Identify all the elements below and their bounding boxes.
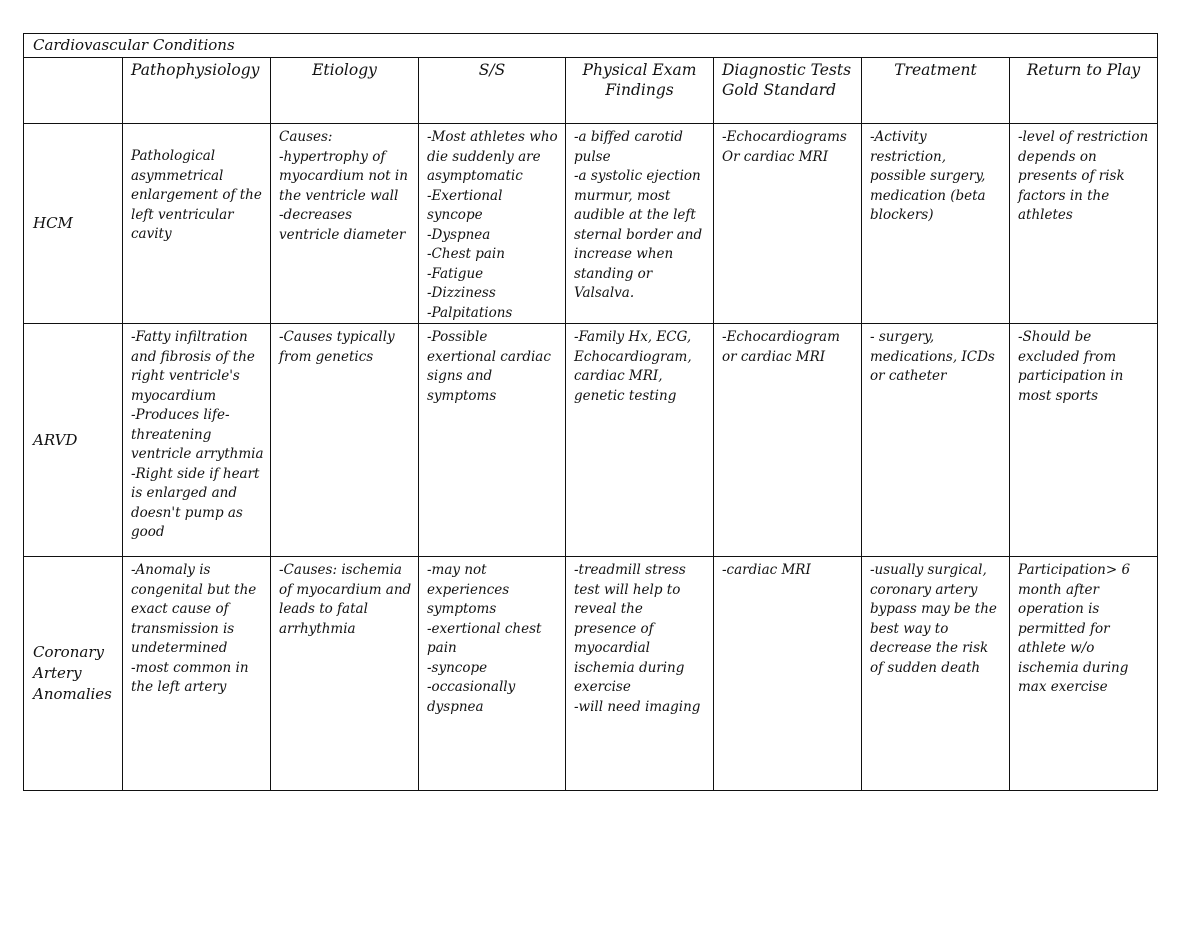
header-etiology: Etiology bbox=[271, 58, 419, 124]
cell-etiology: -Causes typically from genetics bbox=[271, 324, 419, 557]
header-row bbox=[24, 58, 1158, 124]
header-signs-symptoms: S/S bbox=[419, 58, 566, 124]
cell-etiology: Causes: -hypertrophy of myocardium not in the ventricle wall -decreases ventricle diameter bbox=[271, 124, 419, 324]
document-page bbox=[23, 33, 1157, 791]
cell-signs-symptoms: -Possible exertional cardiac signs and symptoms bbox=[419, 324, 566, 557]
cell-return-to-play: -level of restriction depends on presents of risk factors in the athletes bbox=[1010, 124, 1158, 324]
cell-treatment: -Activity restriction, possible surgery, medication (beta blockers) bbox=[862, 124, 1010, 324]
table-row bbox=[24, 557, 1158, 791]
row-label-hcm: HCM bbox=[24, 124, 123, 324]
header-physical-exam: Physical Exam Findings bbox=[566, 58, 714, 124]
row-label-coronary-artery-anomalies: Coronary Artery Anomalies bbox=[24, 557, 123, 791]
cell-treatment: - surgery, medications, ICDs or catheter bbox=[862, 324, 1010, 557]
header-return-to-play: Return to Play bbox=[1010, 58, 1158, 124]
cardiovascular-conditions-table bbox=[23, 33, 1158, 791]
cell-etiology: -Causes: ischemia of myocardium and leads to fatal arrhythmia bbox=[271, 557, 419, 791]
table-row bbox=[24, 124, 1158, 324]
header-treatment: Treatment bbox=[862, 58, 1010, 124]
cell-diagnostic-tests: -Echocardiograms Or cardiac MRI bbox=[714, 124, 862, 324]
cell-return-to-play: -Should be excluded from participation in most sports bbox=[1010, 324, 1158, 557]
cell-signs-symptoms: -Most athletes who die suddenly are asymptomatic -Exertional syncope -Dyspnea -Chest pain -Fatigue -Dizziness -Palpitations bbox=[419, 124, 566, 324]
cell-pathophysiology: -Anomaly is congenital but the exact cause of transmission is undetermined -most common in the left artery bbox=[123, 557, 271, 791]
cell-treatment: -usually surgical, coronary artery bypass may be the best way to decrease the risk of sudden death bbox=[862, 557, 1010, 791]
cell-physical-exam: -a biffed carotid pulse -a systolic ejection murmur, most audible at the left sternal border and increase when standing or Valsalva. bbox=[566, 124, 714, 324]
header-blank bbox=[24, 58, 123, 124]
row-label-arvd: ARVD bbox=[24, 324, 123, 557]
cell-pathophysiology: Pathological asymmetrical enlargement of the left ventricular cavity bbox=[123, 124, 271, 324]
cell-physical-exam: -Family Hx, ECG, Echocardiogram, cardiac MRI, genetic testing bbox=[566, 324, 714, 557]
header-pathophysiology: Pathophysiology bbox=[123, 58, 271, 124]
cell-diagnostic-tests: -cardiac MRI bbox=[714, 557, 862, 791]
cell-physical-exam: -treadmill stress test will help to reveal the presence of myocardial ischemia during exercise -will need imaging bbox=[566, 557, 714, 791]
table-title: Cardiovascular Conditions bbox=[24, 34, 1158, 58]
cell-return-to-play: Participation> 6 month after operation is permitted for athlete w/o ischemia during max exercise bbox=[1010, 557, 1158, 791]
cell-signs-symptoms: -may not experiences symptoms -exertional chest pain -syncope -occasionally dyspnea bbox=[419, 557, 566, 791]
cell-diagnostic-tests: -Echocardiogram or cardiac MRI bbox=[714, 324, 862, 557]
table-row bbox=[24, 324, 1158, 557]
header-diagnostic-tests: Diagnostic Tests Gold Standard bbox=[714, 58, 862, 124]
cell-pathophysiology: -Fatty infiltration and fibrosis of the right ventricle's myocardium -Produces life-threatening ventricle arrythmia -Right side if heart is enlarged and doesn't pump as good bbox=[123, 324, 271, 557]
